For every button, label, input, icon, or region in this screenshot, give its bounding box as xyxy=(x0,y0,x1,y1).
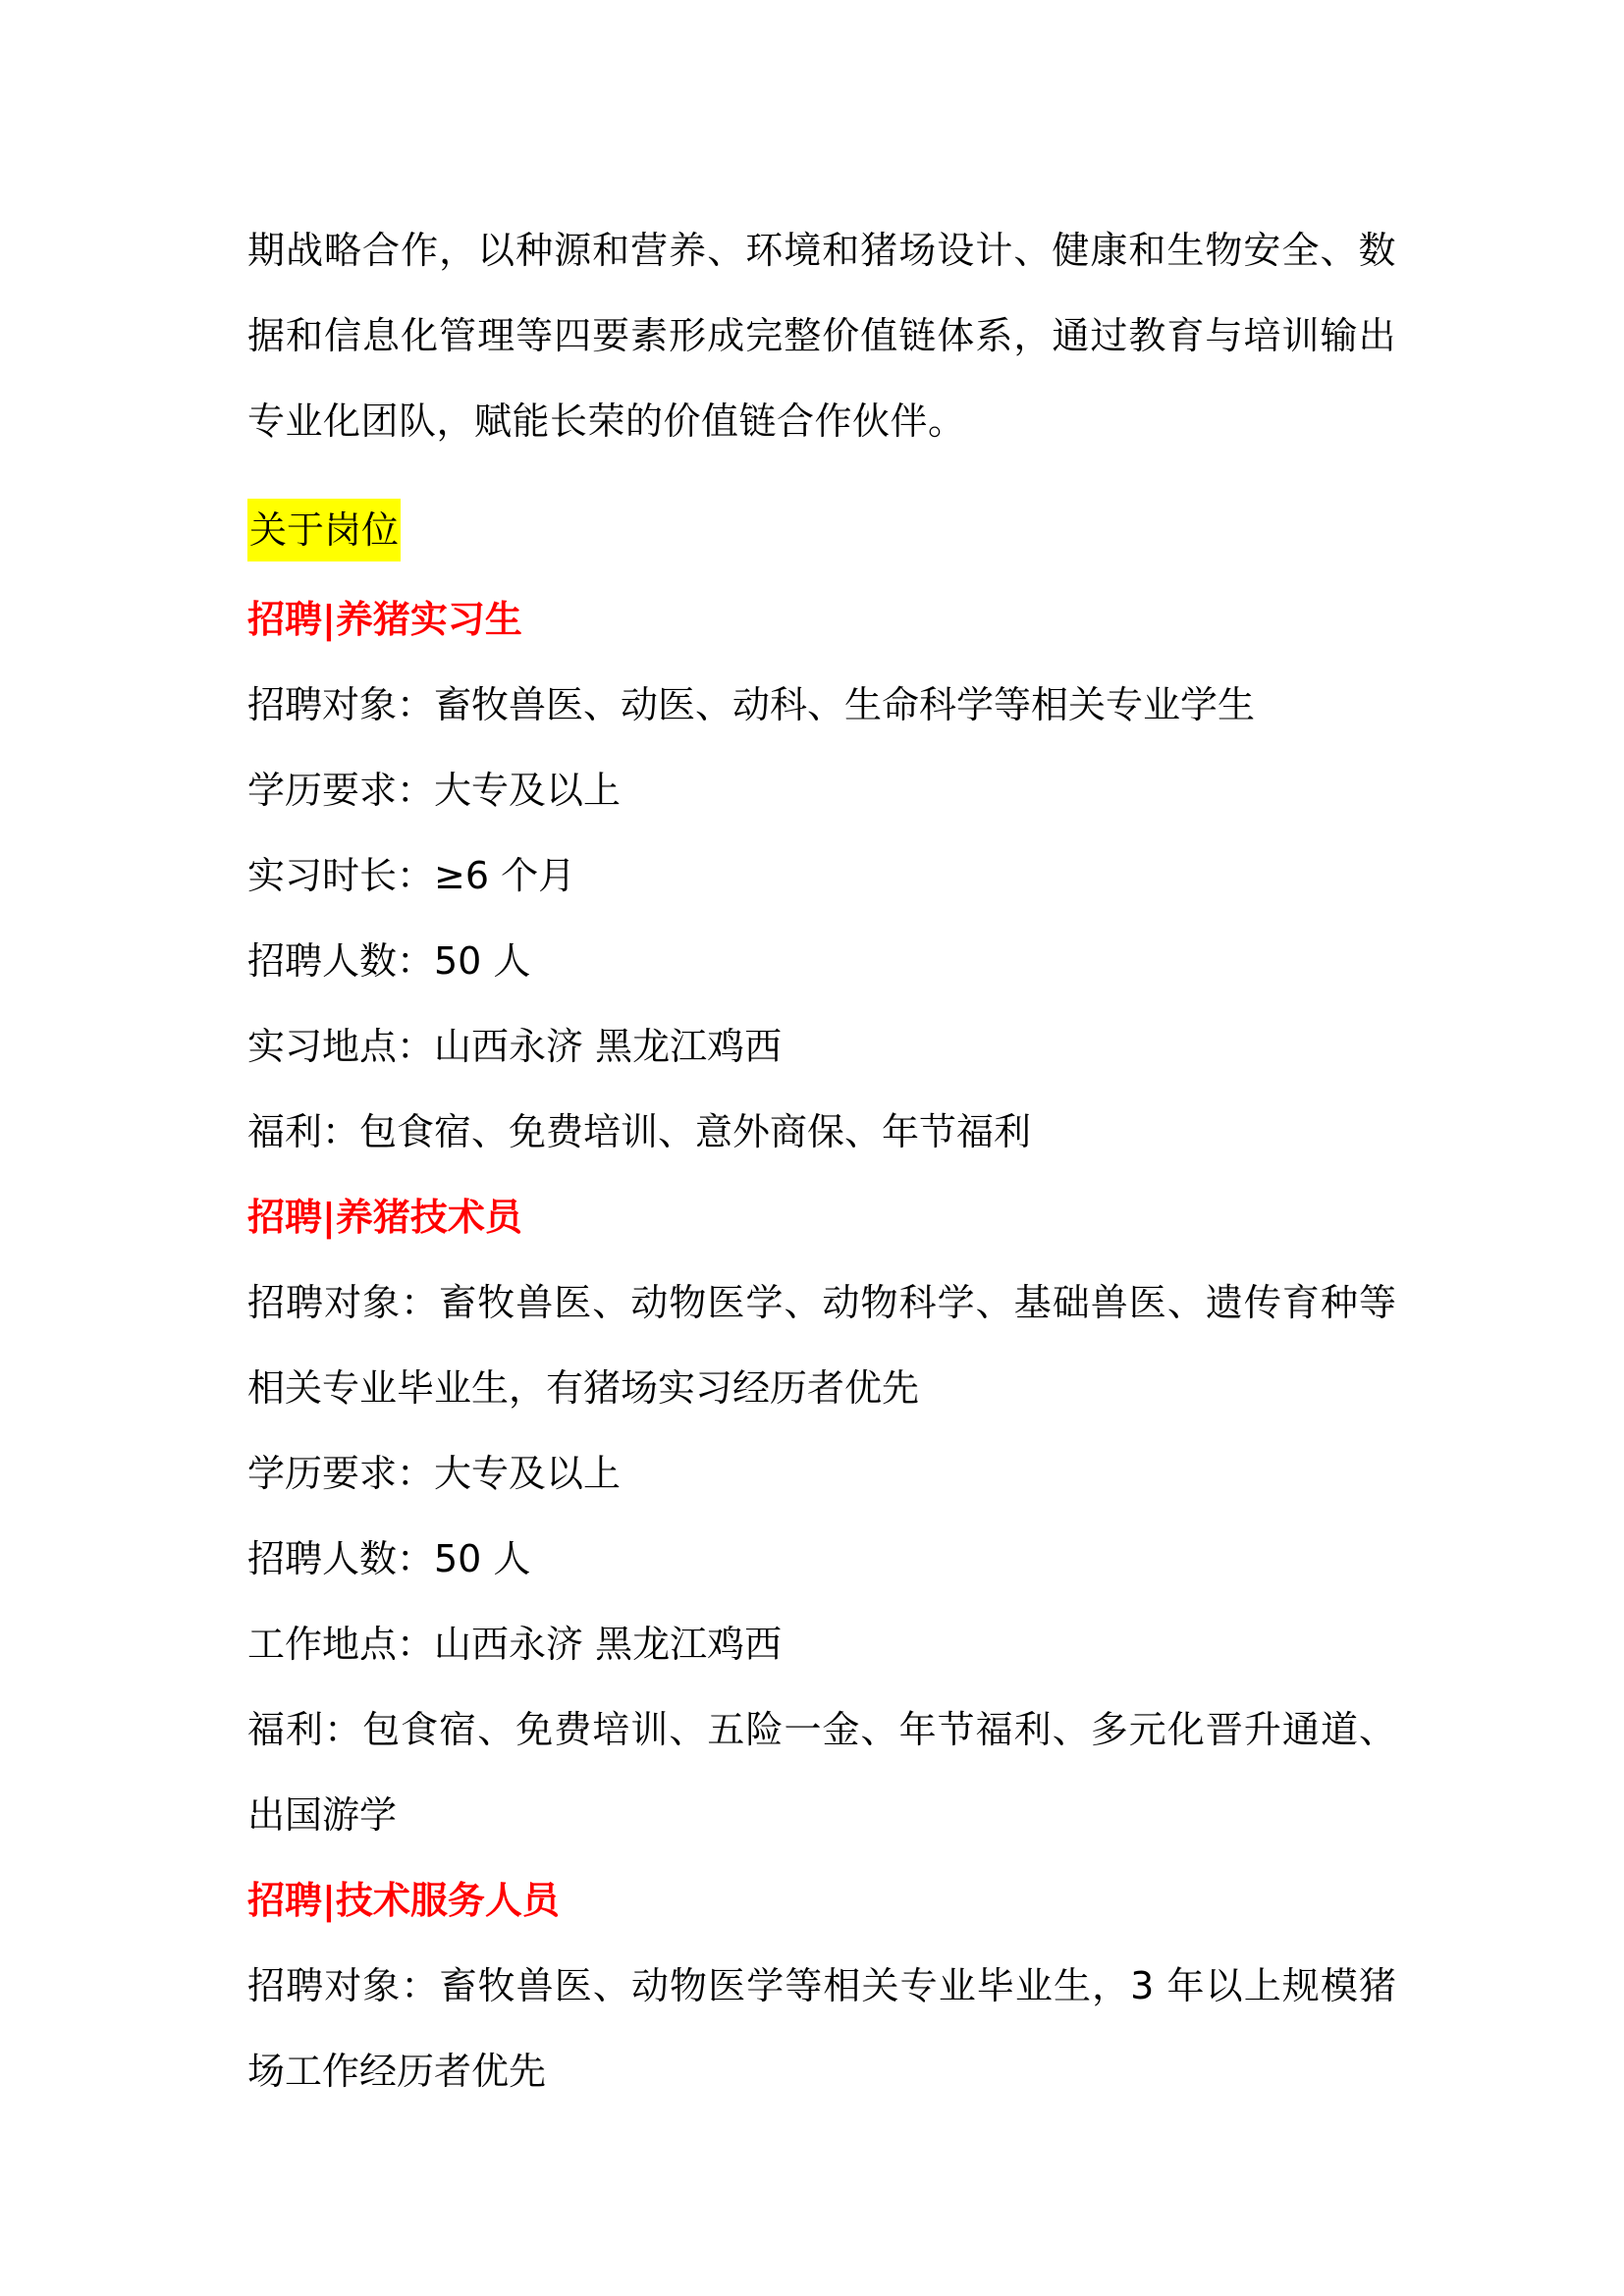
job-block-tech-service xyxy=(247,1858,1396,2114)
job-detail-benefits: 福利：包食宿、免费培训、意外商保、年节福利 xyxy=(247,1110,1032,1153)
job-heading: 招聘|技术服务人员 xyxy=(247,1879,560,1922)
job-detail-target: 招聘对象：畜牧兽医、动物医学等相关专业毕业生，3 年以上规模猪场工作经历者优先 xyxy=(247,1964,1396,2093)
document-page xyxy=(247,208,1396,2114)
job-detail-duration: 实习时长：≥6 个月 xyxy=(247,854,576,897)
job-detail-location: 工作地点：山西永济 黑龙江鸡西 xyxy=(247,1623,783,1666)
job-detail-benefits: 福利：包食宿、免费培训、五险一金、年节福利、多元化晋升通道、出国游学 xyxy=(247,1708,1396,1837)
job-detail-headcount: 招聘人数：50 人 xyxy=(247,1537,531,1580)
job-block-intern xyxy=(247,577,1396,1175)
job-detail-education: 学历要求：大专及以上 xyxy=(247,769,622,812)
section-title-row xyxy=(247,492,1396,577)
job-detail-target: 招聘对象：畜牧兽医、动医、动科、生命科学等相关专业学生 xyxy=(247,683,1256,726)
job-detail-headcount: 招聘人数：50 人 xyxy=(247,939,531,983)
job-detail-target: 招聘对象：畜牧兽医、动物医学、动物科学、基础兽医、遗传育种等相关专业毕业生，有猪场实习经历者优先 xyxy=(247,1281,1396,1410)
job-detail-education: 学历要求：大专及以上 xyxy=(247,1452,622,1495)
job-block-technician xyxy=(247,1175,1396,1858)
job-heading: 招聘|养猪技术员 xyxy=(247,1196,522,1239)
intro-paragraph: 期战略合作，以种源和营养、环境和猪场设计、健康和生物安全、数据和信息化管理等四要素形成完整价值链体系，通过教育与培训输出专业化团队，赋能长荣的价值链合作伙伴。 xyxy=(247,229,1396,443)
job-detail-location: 实习地点：山西永济 黑龙江鸡西 xyxy=(247,1025,783,1068)
section-title: 关于岗位 xyxy=(247,499,401,561)
job-heading: 招聘|养猪实习生 xyxy=(247,598,522,641)
